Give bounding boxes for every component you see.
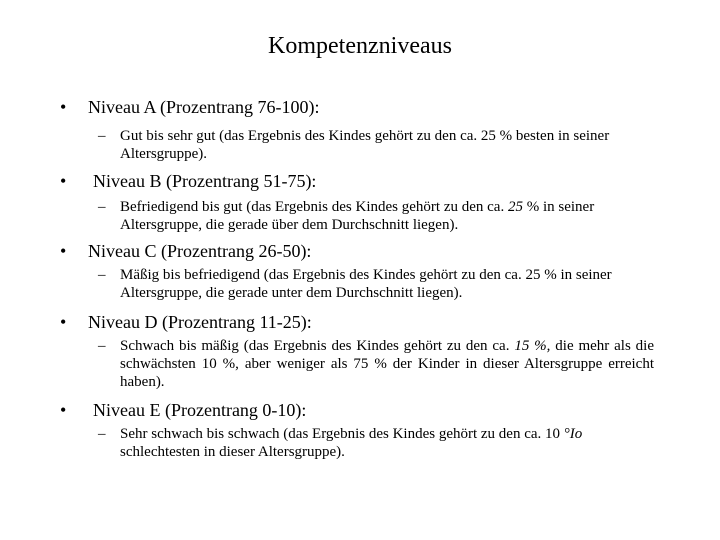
level-b-detail-emphasis: 25 [507,199,523,215]
slide-title: Kompetenzniveaus [268,33,452,59]
bullet-icon: • [60,171,67,191]
level-e [0,399,720,421]
level-d-heading: Niveau D (Prozentrang 11-25): [88,312,312,332]
level-c-heading: Niveau C (Prozentrang 26-50): [88,241,312,261]
level-b-detail-text [120,198,655,234]
dash-icon: – [98,338,106,354]
dash-icon: – [98,426,106,442]
level-e-heading: Niveau E (Prozentrang 0-10): [93,400,307,420]
dash-icon: – [98,267,106,283]
level-b-heading: Niveau B (Prozentrang 51-75): [93,171,317,191]
bullet-icon: • [60,312,67,332]
level-e-detail-post: schlechtesten in dieser Altersgruppe). [120,444,345,460]
level-c-detail-text: Mäßig bis befriedigend (das Ergebnis des Kindes gehört zu den ca. 25 % in seiner Altersgruppe, die gerade unter dem Durchschnitt liegen). [120,267,612,301]
level-d-detail-pre: Schwach bis mäßig (das Ergebnis des Kindes gehört zu den ca. [120,338,515,354]
level-e-detail-text [120,425,655,461]
level-d-detail-post: die mehr als die schwächsten 10 %, aber weniger als 75 % der Kinder in dieser Altersgruppe erreicht haben). [120,338,654,390]
level-d-detail-text [120,337,654,391]
dash-icon: – [98,128,106,144]
level-d-detail [0,337,720,391]
level-b-detail-post: % in seiner Altersgruppe, die gerade über dem Durchschnitt liegen). [120,199,595,233]
level-b [0,170,720,192]
level-d [0,311,720,333]
bullet-icon: • [60,97,67,117]
level-e-detail-emphasis: °Io [563,426,583,442]
dash-icon: – [98,199,106,215]
level-a-heading: Niveau A (Prozentrang 76-100): [88,97,320,117]
level-d-detail-emphasis: 15 %, [514,338,551,354]
level-b-detail [0,198,720,234]
bullet-icon: • [60,400,67,420]
level-b-detail-pre: Befriedigend bis gut (das Ergebnis des Kindes gehört zu den ca. [120,199,508,215]
level-e-detail [0,425,720,461]
bullet-icon: • [60,241,67,261]
level-e-detail-pre: Sehr schwach bis schwach (das Ergebnis des Kindes gehört zu den ca. 10 [120,426,564,442]
level-c-detail [0,266,720,302]
level-a-detail [0,127,720,163]
level-c [0,240,720,262]
level-a-detail-text: Gut bis sehr gut (das Ergebnis des Kindes gehört zu den ca. 25 % besten in seiner Altersgruppe). [120,128,610,162]
level-a [0,96,720,118]
